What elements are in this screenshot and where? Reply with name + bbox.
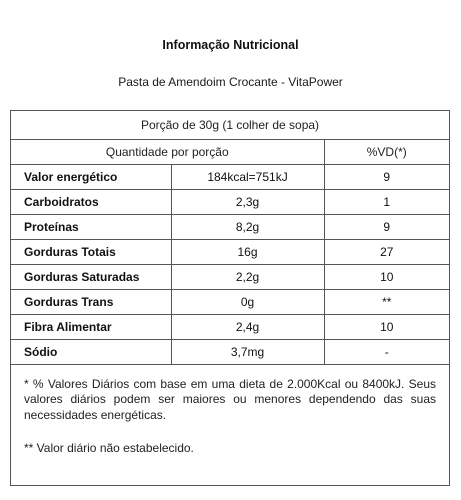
nutrient-vd: 9 [324, 164, 449, 189]
nutrient-table [11, 140, 449, 365]
nutrient-vd: ** [324, 289, 449, 314]
vd-header: %VD(*) [324, 140, 449, 164]
nutrient-value: 8,2g [171, 214, 324, 239]
nutrient-name: Proteínas [11, 214, 171, 239]
table-header-row [11, 140, 449, 164]
nutrient-vd: 10 [324, 314, 449, 339]
nutrient-value: 184kcal=751kJ [171, 164, 324, 189]
nutrient-name: Gorduras Trans [11, 289, 171, 314]
nutrient-name: Gorduras Saturadas [11, 264, 171, 289]
nutrient-name: Sódio [11, 339, 171, 364]
page-title: Informação Nutricional [162, 38, 299, 52]
table-row [11, 339, 449, 364]
table-row [11, 314, 449, 339]
footnotes [11, 365, 449, 457]
portion-size: Porção de 30g (1 colher de sopa) [11, 111, 449, 140]
table-row [11, 164, 449, 189]
nutrient-name: Gorduras Totais [11, 239, 171, 264]
nutrient-vd: 10 [324, 264, 449, 289]
nutrient-value: 3,7mg [171, 339, 324, 364]
nutrient-value: 2,3g [171, 189, 324, 214]
nutrient-name: Carboidratos [11, 189, 171, 214]
table-row [11, 239, 449, 264]
nutrient-vd: - [324, 339, 449, 364]
nutrient-value: 2,2g [171, 264, 324, 289]
table-row [11, 264, 449, 289]
quantity-header: Quantidade por porção [11, 140, 324, 164]
nutrient-name: Valor energético [11, 164, 171, 189]
nutrient-vd: 9 [324, 214, 449, 239]
nutrition-facts-table [10, 110, 450, 486]
nutrient-name: Fibra Alimentar [11, 314, 171, 339]
nutrient-value: 0g [171, 289, 324, 314]
product-name: Pasta de Amendoim Crocante - VitaPower [118, 75, 343, 89]
nutrient-vd: 1 [324, 189, 449, 214]
footnote-not-established: ** Valor diário não estabelecido. [24, 441, 194, 455]
table-row [11, 214, 449, 239]
table-row [11, 189, 449, 214]
footnote-daily-values: * % Valores Diários com base em uma dieta de 2.000Kcal ou 8400kJ. Seus valores diários podem ser maiores ou menores dependendo das suas necessidades energéticas. [24, 376, 436, 422]
table-row [11, 289, 449, 314]
nutrient-vd: 27 [324, 239, 449, 264]
nutrient-value: 16g [171, 239, 324, 264]
nutrient-value: 2,4g [171, 314, 324, 339]
